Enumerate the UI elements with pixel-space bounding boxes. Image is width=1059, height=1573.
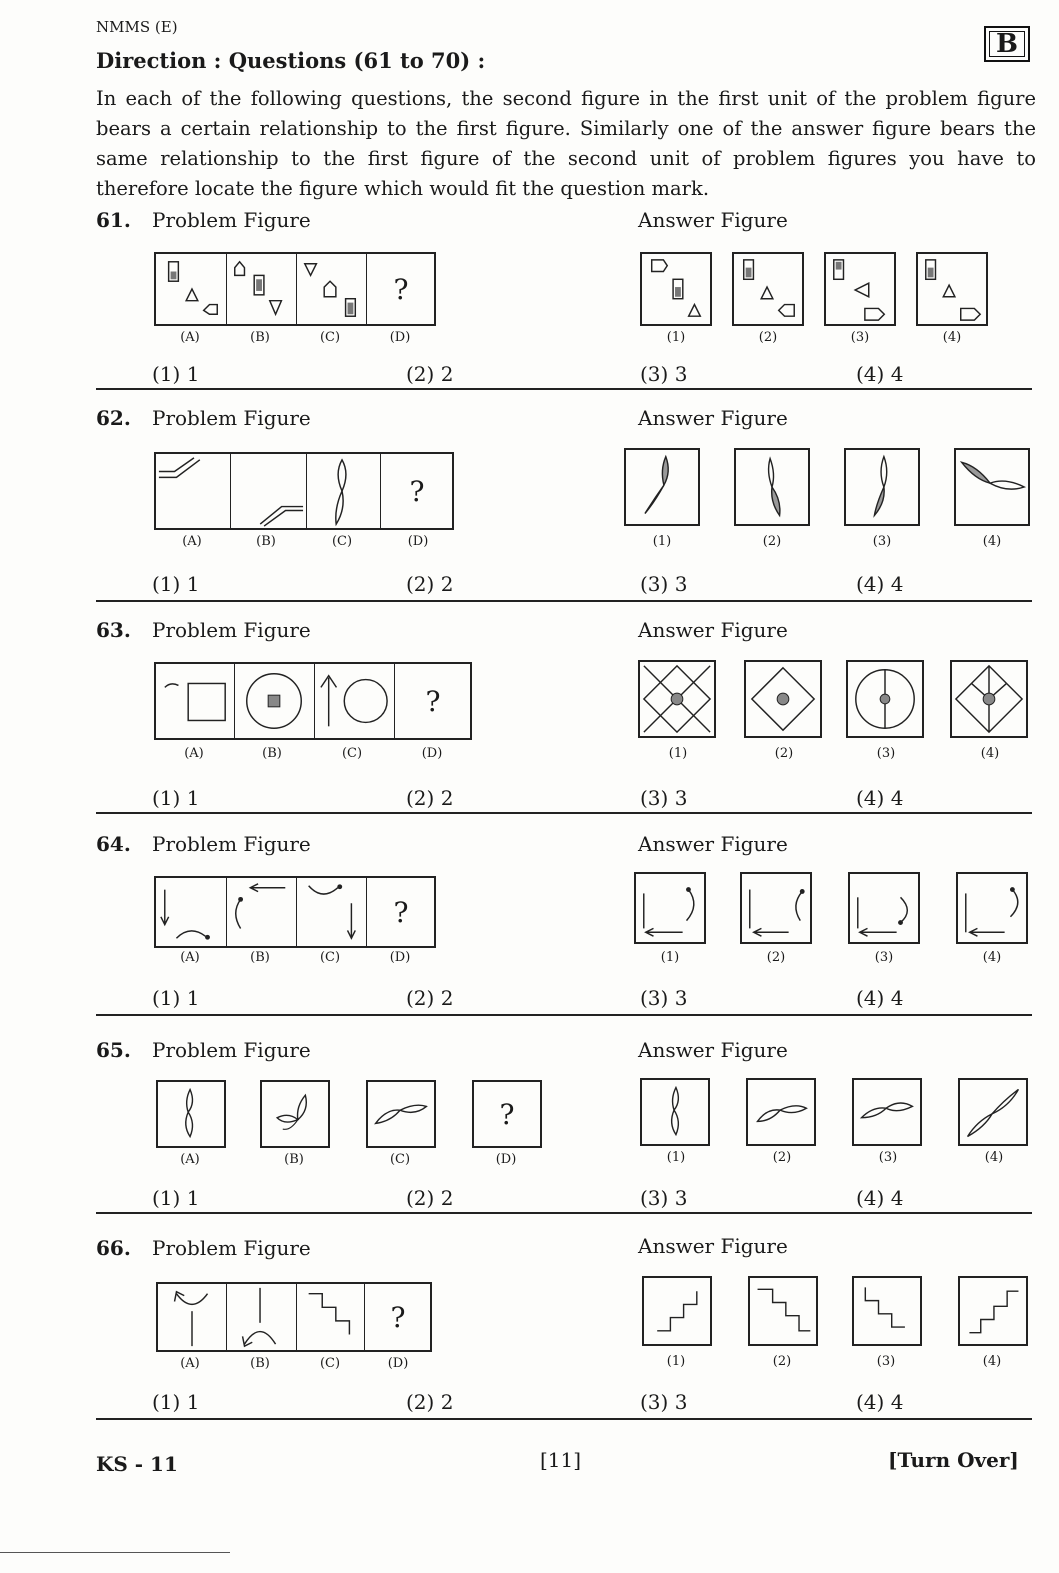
answer-label-2: (2) [762,534,782,549]
problem-figure-d [380,454,454,528]
problem-figure-a [156,878,227,946]
answer-figure-label: Answer Figure [638,832,788,856]
answer-label-3: (3) [876,746,896,761]
problem-figure-b [226,254,297,324]
turn-over: [Turn Over] [888,1448,1019,1472]
option-1[interactable]: (1) 1 [152,1186,200,1210]
option-2[interactable]: (2) 2 [406,786,454,810]
fig-label-c: (C) [319,330,341,345]
answer-figure-1[interactable] [642,1276,712,1346]
problem-figure-label: Problem Figure [152,618,311,642]
fig-label-d: (D) [387,1356,409,1371]
fig-label-a: (A) [184,746,204,761]
fig-label-b: (B) [250,1356,270,1371]
answer-label-4: (4) [982,950,1002,965]
question-mark: ? [409,474,425,508]
answer-figure-3[interactable] [844,448,920,526]
answer-label-2: (2) [766,950,786,965]
answer-label-1: (1) [666,330,686,345]
fig-label-b: (B) [256,534,276,549]
problem-figure-b [234,664,315,738]
answer-figure-label: Answer Figure [638,618,788,642]
bottom-line [0,1552,230,1553]
fig-label-d: (D) [389,950,411,965]
divider [96,1014,1032,1016]
problem-figure-label: Problem Figure [152,1038,311,1062]
option-1[interactable]: (1) 1 [152,1390,200,1414]
question-number: 66. [96,1236,131,1260]
answer-figure-2[interactable] [732,252,804,326]
answer-figure-2[interactable] [740,872,812,944]
answer-label-4: (4) [982,534,1002,549]
fig-label-d: (D) [407,534,429,549]
answer-label-4: (4) [942,330,962,345]
answer-figure-4[interactable] [958,1078,1028,1146]
paper-code: NMMS (E) [96,18,178,36]
answer-figure-3[interactable] [846,660,924,738]
problem-figure-a [156,664,235,738]
answer-label-1: (1) [660,950,680,965]
answer-figure-4[interactable] [950,660,1028,738]
answer-figure-3[interactable] [852,1276,922,1346]
question-number: 63. [96,618,131,642]
answer-label-3: (3) [874,950,894,965]
option-3[interactable]: (3) 3 [640,572,688,596]
problem-figure-b [260,1080,330,1148]
option-3[interactable]: (3) 3 [640,1186,688,1210]
problem-figure-c [314,664,395,738]
option-1[interactable]: (1) 1 [152,572,200,596]
problem-figure-strip [154,452,454,530]
option-1[interactable]: (1) 1 [152,786,200,810]
fig-label-b: (B) [262,746,282,761]
option-4[interactable]: (4) 4 [856,362,904,386]
fig-label-a: (A) [180,1152,200,1167]
answer-figure-4[interactable] [956,872,1028,944]
divider [96,1418,1032,1420]
answer-figure-2[interactable] [744,660,822,738]
option-3[interactable]: (3) 3 [640,1390,688,1414]
direction-text: In each of the following questions, the second figure in the first unit of the problem figure bears a certain relationship to the first figure. Similarly one of the answer figure bears the same relationship to the first figure of the second unit of problem figures you have to therefore locate the figure which would fit the question mark. [96,87,1036,200]
problem-figure-a [156,254,227,324]
answer-label-1: (1) [652,534,672,549]
answer-label-3: (3) [878,1150,898,1165]
answer-label-2: (2) [774,746,794,761]
fig-label-a: (A) [180,950,200,965]
fig-label-c: (C) [331,534,353,549]
problem-figure-d [472,1080,542,1148]
fig-label-b: (B) [250,330,270,345]
problem-figure-c [296,254,367,324]
answer-label-3: (3) [850,330,870,345]
option-4[interactable]: (4) 4 [856,986,904,1010]
problem-figure-c [366,1080,436,1148]
set-badge: B [984,26,1030,62]
problem-figure-strip [156,1282,432,1352]
fig-label-a: (A) [180,1356,200,1371]
direction-title: Direction : Questions (61 to 70) : [96,48,486,73]
answer-figure-1[interactable] [634,872,706,944]
answer-figure-1[interactable] [640,1078,710,1146]
question-number: 61. [96,208,131,232]
footer-code: KS - 11 [96,1452,178,1476]
answer-figure-3[interactable] [848,872,920,944]
problem-figure-c [296,1284,365,1350]
answer-figure-2[interactable] [734,448,810,526]
problem-figure-d [394,664,472,738]
problem-figure-b [230,454,307,528]
divider [96,812,1032,814]
answer-label-4: (4) [982,1354,1002,1369]
problem-figure-label: Problem Figure [152,832,311,856]
problem-figure-label: Problem Figure [152,1236,311,1260]
problem-figure-label: Problem Figure [152,208,311,232]
answer-figure-3[interactable] [824,252,896,326]
problem-figure-a [156,1080,226,1148]
fig-label-b: (B) [250,950,270,965]
answer-label-2: (2) [758,330,778,345]
problem-figure-b [226,878,297,946]
problem-figure-d [364,1284,432,1350]
divider [96,1212,1032,1214]
question-number: 64. [96,832,131,856]
option-3[interactable]: (3) 3 [640,362,688,386]
question-number: 65. [96,1038,131,1062]
question-mark: ? [390,1300,406,1334]
answer-figure-3[interactable] [852,1078,922,1146]
fig-label-c: (C) [319,950,341,965]
problem-figure-label: Problem Figure [152,406,311,430]
option-4[interactable]: (4) 4 [856,572,904,596]
problem-figure-d [366,878,436,946]
option-2[interactable]: (2) 2 [406,362,454,386]
divider [96,600,1032,602]
fig-label-d: (D) [389,330,411,345]
fig-label-c: (C) [319,1356,341,1371]
answer-label-2: (2) [772,1354,792,1369]
answer-label-1: (1) [668,746,688,761]
answer-figure-label: Answer Figure [638,1038,788,1062]
page-number: [11] [540,1448,582,1472]
answer-label-3: (3) [876,1354,896,1369]
fig-label-d: (D) [495,1152,517,1167]
problem-figure-strip [154,662,472,740]
answer-label-4: (4) [984,1150,1004,1165]
problem-figure-c [296,878,367,946]
answer-label-3: (3) [872,534,892,549]
answer-figure-label: Answer Figure [638,1234,788,1258]
answer-figure-label: Answer Figure [638,208,788,232]
fig-label-b: (B) [284,1152,304,1167]
option-2[interactable]: (2) 2 [406,986,454,1010]
answer-label-1: (1) [666,1150,686,1165]
question-mark: ? [393,272,409,306]
option-2[interactable]: (2) 2 [406,572,454,596]
question-mark: ? [425,684,441,718]
answer-figure-1[interactable] [638,660,716,738]
option-2[interactable]: (2) 2 [406,1186,454,1210]
answer-label-2: (2) [772,1150,792,1165]
fig-label-d: (D) [421,746,443,761]
answer-figure-2[interactable] [748,1276,818,1346]
fig-label-c: (C) [341,746,363,761]
option-1[interactable]: (1) 1 [152,986,200,1010]
question-mark: ? [499,1097,515,1131]
option-3[interactable]: (3) 3 [640,786,688,810]
fig-label-a: (A) [182,534,202,549]
problem-figure-c [306,454,381,528]
problem-figure-a [158,1284,227,1350]
answer-figure-1[interactable] [624,448,700,526]
answer-label-1: (1) [666,1354,686,1369]
answer-label-4: (4) [980,746,1000,761]
option-4[interactable]: (4) 4 [856,1186,904,1210]
fig-label-a: (A) [180,330,200,345]
option-1[interactable]: (1) 1 [152,362,200,386]
option-3[interactable]: (3) 3 [640,986,688,1010]
divider [96,388,1032,390]
answer-figure-4[interactable] [958,1276,1028,1346]
problem-figure-a [156,454,231,528]
answer-figure-1[interactable] [640,252,712,326]
answer-figure-label: Answer Figure [638,406,788,430]
option-2[interactable]: (2) 2 [406,1390,454,1414]
problem-figure-strip [154,876,436,948]
question-number: 62. [96,406,131,430]
problem-figure-strip [154,252,436,326]
answer-figure-4[interactable] [916,252,988,326]
question-mark: ? [393,895,409,929]
problem-figure-b [226,1284,297,1350]
fig-label-c: (C) [389,1152,411,1167]
option-4[interactable]: (4) 4 [856,786,904,810]
problem-figure-d [366,254,436,324]
answer-figure-4[interactable] [954,448,1030,526]
option-4[interactable]: (4) 4 [856,1390,904,1414]
answer-figure-2[interactable] [746,1078,816,1146]
